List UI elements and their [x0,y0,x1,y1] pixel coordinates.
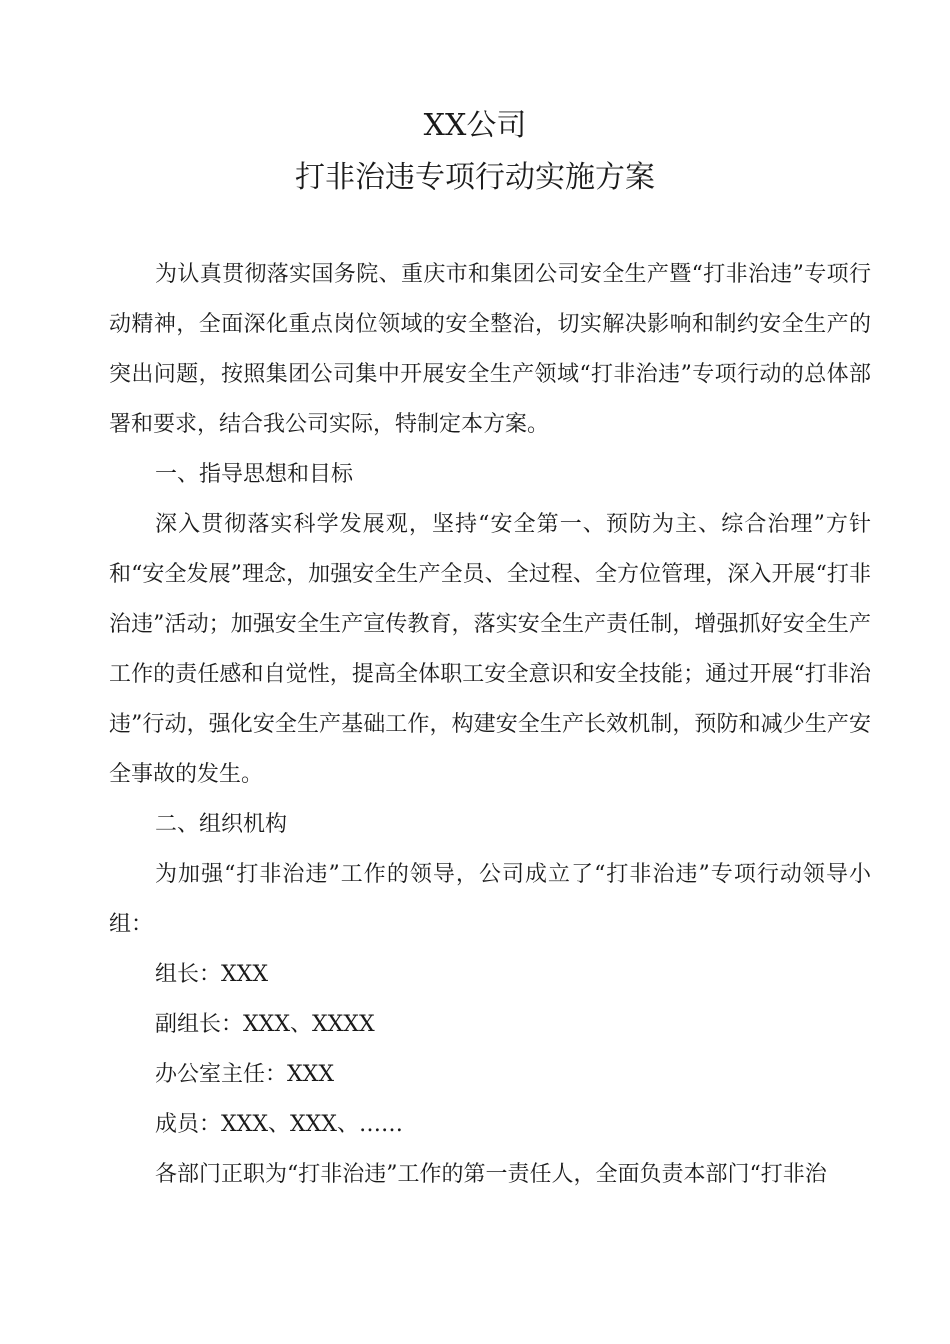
members-line: 成员：XXX、XXX、…… [155,1112,403,1137]
office-director-line: 办公室主任：XXX [155,1062,334,1087]
guiding-principles-paragraph: 深入贯彻落实科学发展观，坚持“安全第一、预防为主、综合治理”方针和“安全发展”理念，加强安全生产全员、全过程、全方位管理，深入开展“打非治违”活动；加强安全生产宣传教育，落实安全生产责任制，增强抓好安全生产工作的责任感和自觉性，提高全体职工安全意识和安全技能；通过开展“打非治违”行动，强化安全生产基础工作，构建安全生产长效机制，预防和减少生产安全事故的发生。 [109,512,871,787]
document-title-company: XX公司 [423,108,527,143]
section-heading-organization: 二、组织机构 [155,812,288,837]
organization-paragraph: 为加强“打非治违”工作的领导，公司成立了“打非治违”专项行动领导小组： [109,862,871,937]
deputy-leader-line: 副组长：XXX、XXXX [155,1012,375,1037]
leader-line: 组长：XXX [155,962,268,987]
responsibility-paragraph: 各部门正职为“打非治违”工作的第一责任人，全面负责本部门“打非治 [155,1162,827,1187]
section-heading-guiding-principles: 一、指导思想和目标 [155,462,354,487]
document-title: 打非治违专项行动实施方案 [295,160,655,195]
intro-paragraph: 为认真贯彻落实国务院、重庆市和集团公司安全生产暨“打非治违”专项行动精神，全面深化重点岗位领域的安全整治，切实解决影响和制约安全生产的突出问题，按照集团公司集中开展安全生产领域“打非治违”专项行动的总体部署和要求，结合我公司实际，特制定本方案。 [109,262,871,437]
document-body [109,250,871,1200]
